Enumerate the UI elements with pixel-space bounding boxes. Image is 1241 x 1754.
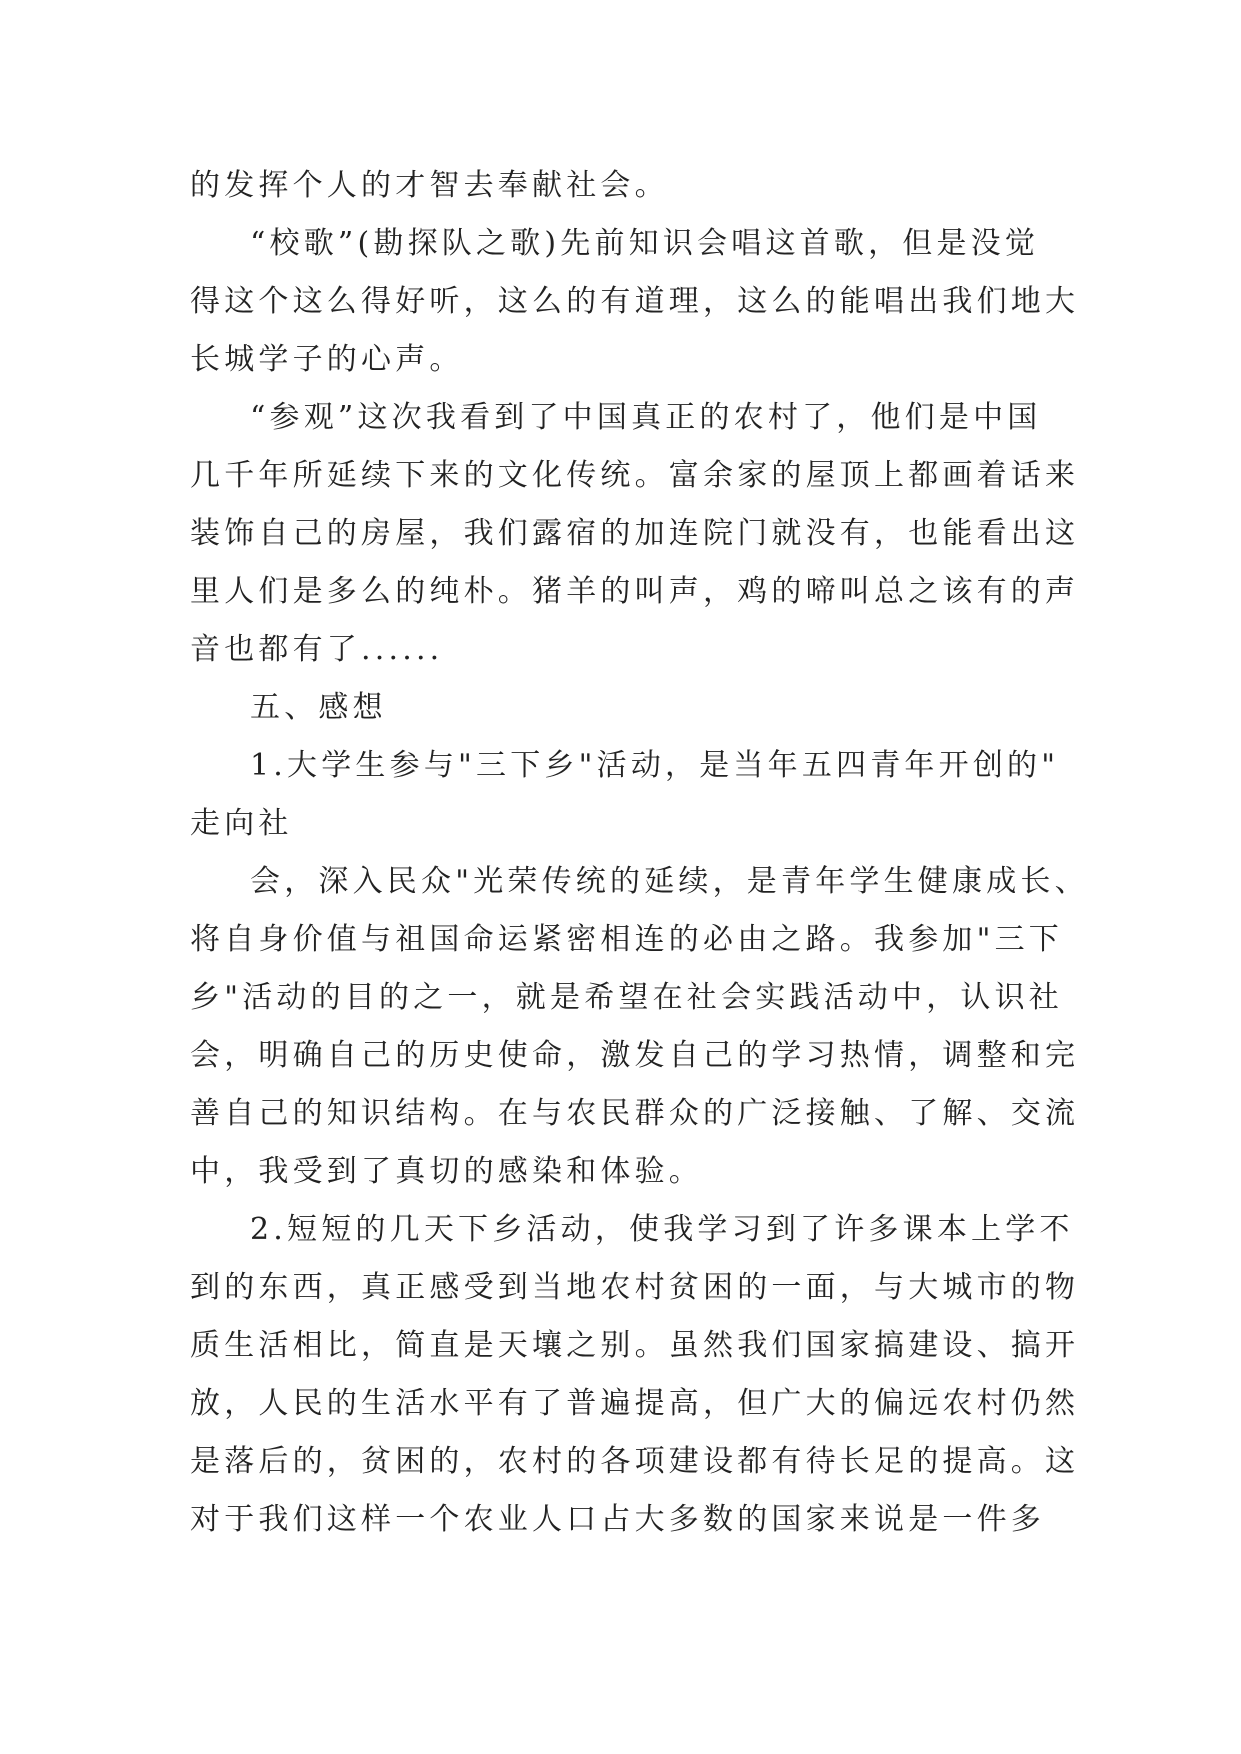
text-line: 的发挥个人的才智去奉献社会。 — [190, 168, 669, 203]
text-line: 会，明确自己的历史使命，激发自己的学习热情，调整和完 — [190, 1038, 1080, 1073]
text-line: 对于我们这样一个农业人口占大多数的国家来说是一件多 — [190, 1502, 1045, 1537]
text-line: 2.短短的几天下乡活动，使我学习到了许多课本上学不 — [250, 1212, 1074, 1247]
text-line: 将自身价值与祖国命运紧密相连的必由之路。我参加"三下 — [190, 922, 1063, 957]
text-line: 善自己的知识结构。在与农民群众的广泛接触、了解、交流 — [190, 1096, 1080, 1131]
text-line: 音也都有了...... — [190, 632, 444, 667]
text-line: 里人们是多么的纯朴。猪羊的叫声，鸡的啼叫总之该有的声 — [190, 574, 1080, 609]
text-line: 走向社 — [190, 806, 293, 841]
text-line: 几千年所延续下来的文化传统。富余家的屋顶上都画着话来 — [190, 458, 1080, 493]
text-line: 乡"活动的目的之一，就是希望在社会实践活动中，认识社 — [190, 980, 1063, 1015]
text-line: 1.大学生参与"三下乡"活动，是当年五四青年开创的" — [250, 748, 1060, 783]
text-line: 放，人民的生活水平有了普遍提高，但广大的偏远农村仍然 — [190, 1386, 1080, 1421]
text-line: 长城学子的心声。 — [190, 342, 464, 377]
text-line: 会，深入民众"光荣传统的延续，是青年学生健康成长、 — [250, 864, 1089, 899]
text-line: 到的东西，真正感受到当地农村贫困的一面，与大城市的物 — [190, 1270, 1080, 1305]
text-line: “参观”这次我看到了中国真正的农村了，他们是中国 — [250, 400, 1042, 435]
text-line: 是落后的，贫困的，农村的各项建设都有待长足的提高。这 — [190, 1444, 1080, 1479]
section-heading: 五、感想 — [250, 690, 387, 725]
text-line: “校歌”(勘探队之歌)先前知识会唱这首歌，但是没觉 — [250, 226, 1040, 261]
text-line: 质生活相比，简直是天壤之别。虽然我们国家搞建设、搞开 — [190, 1328, 1080, 1363]
text-line: 中，我受到了真切的感染和体验。 — [190, 1154, 703, 1189]
text-line: 得这个这么得好听，这么的有道理，这么的能唱出我们地大 — [190, 284, 1080, 319]
text-line: 装饰自己的房屋，我们露宿的加连院门就没有，也能看出这 — [190, 516, 1080, 551]
